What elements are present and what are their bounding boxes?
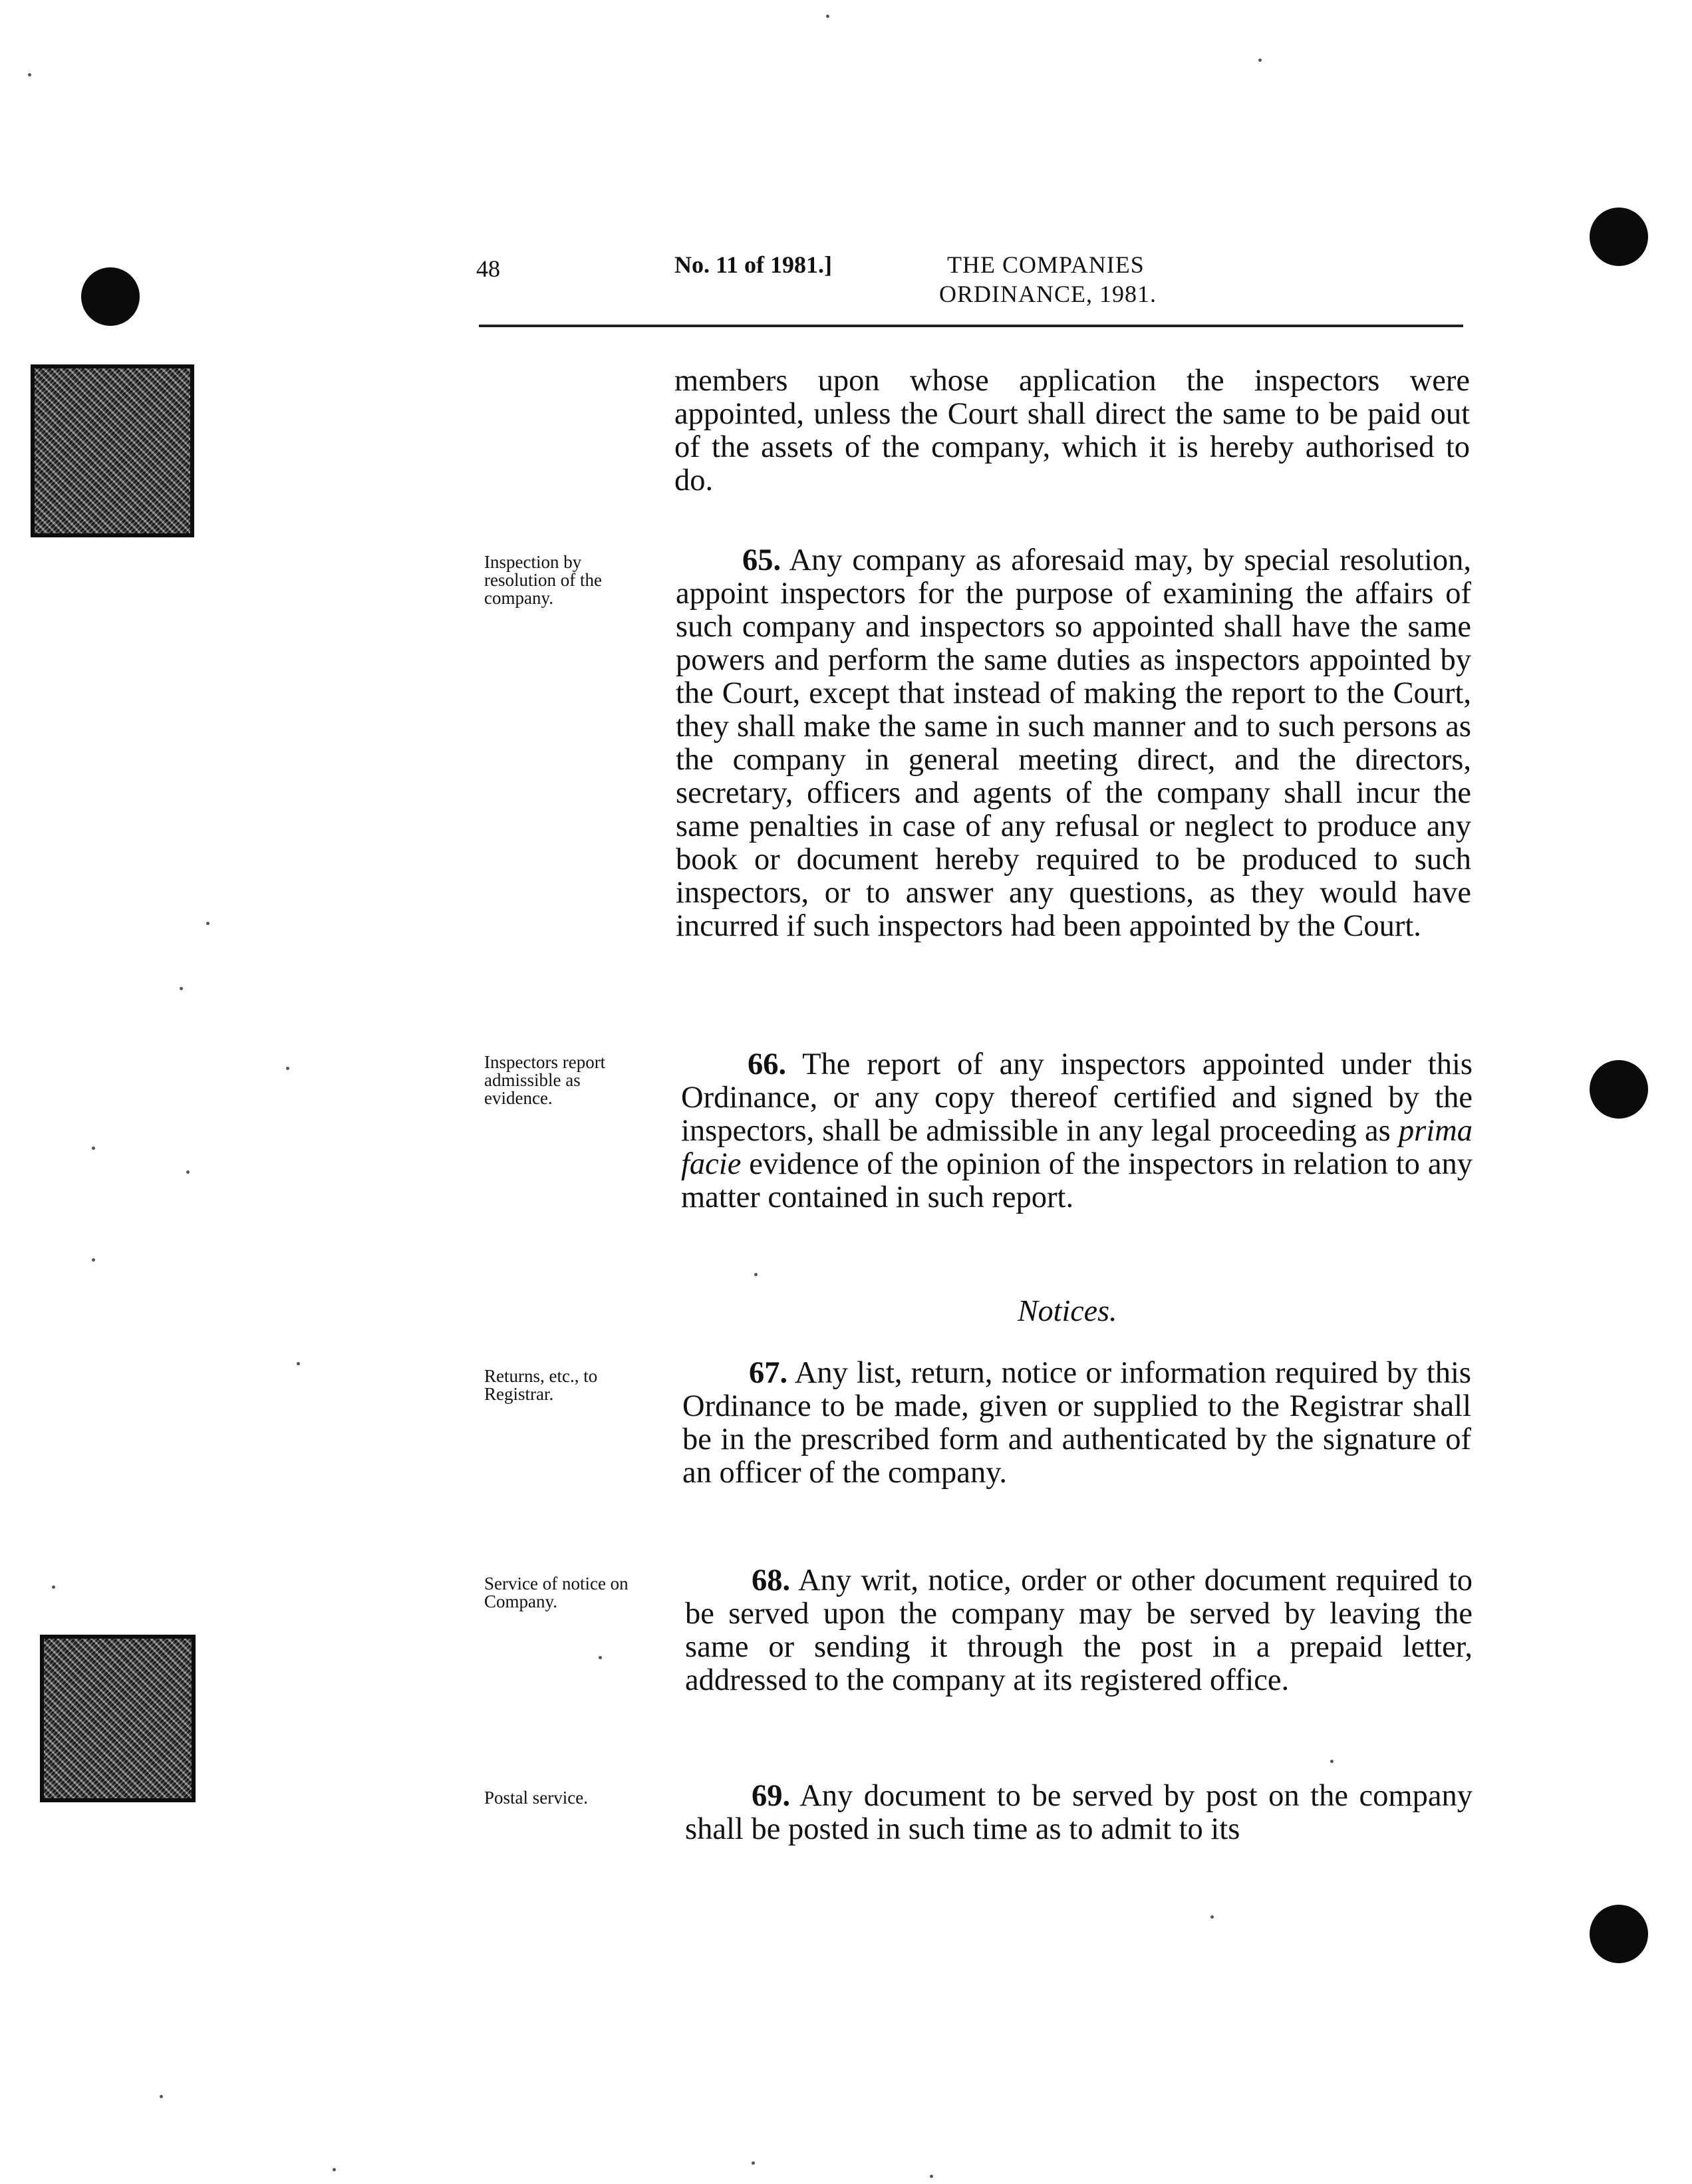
section-text-part2: evidence of the opinion of the inspectors in relation to any matter contained in such report. xyxy=(681,1147,1473,1214)
binder-hole-mark xyxy=(1590,207,1648,266)
binder-hole-mark xyxy=(1590,1905,1648,1963)
section-text: Any writ, notice, order or other document required to be served upon the company may be served by leaving the same or sending it through the post in a prepaid letter, addressed to the company at its registered office. xyxy=(685,1564,1473,1697)
section-68 xyxy=(685,1564,1473,1697)
scan-speck xyxy=(180,987,183,990)
margin-note-section-69: Postal service. xyxy=(484,1788,588,1808)
scan-speck xyxy=(599,1656,602,1659)
scan-speck xyxy=(52,1585,55,1589)
binder-hole-mark xyxy=(81,267,140,326)
margin-note-section-68: Service of notice on Company. xyxy=(484,1573,629,1611)
running-title-line2: ORDINANCE, 1981. xyxy=(939,281,1157,307)
continuation-paragraph: members upon whose application the inspectors were appointed, unless the Court shall direct the same to be paid out of the assets of the company, which it is hereby authorised to do. xyxy=(674,364,1470,497)
scan-speck xyxy=(160,2095,163,2098)
scan-speck xyxy=(752,2161,755,2165)
scan-artifact-patch xyxy=(31,364,194,537)
running-title-line1: THE COMPANIES xyxy=(947,251,1145,278)
scan-speck xyxy=(206,922,210,925)
section-67 xyxy=(682,1357,1471,1490)
section-number: 68. xyxy=(752,1564,791,1597)
section-text-italic: prima facie xyxy=(681,1114,1473,1181)
scan-speck xyxy=(286,1067,289,1070)
margin-note-section-66: Inspectors report admissible as evidence. xyxy=(484,1052,606,1108)
section-text: Any document to be served by post on the company shall be posted in such time as to admit to its xyxy=(685,1779,1473,1846)
section-69 xyxy=(685,1780,1473,1846)
section-text: Any list, return, notice or information required by this Ordinance to be made, given or supplied to the Registrar shall be in the prescribed form and authenticated by the signature of an officer of the company. xyxy=(682,1356,1472,1490)
scan-speck xyxy=(92,1147,95,1150)
scan-speck xyxy=(92,1258,95,1262)
scan-speck xyxy=(1210,1915,1214,1919)
scan-artifact-patch xyxy=(40,1635,196,1802)
scan-speck xyxy=(826,15,829,18)
scan-speck xyxy=(1330,1760,1334,1763)
section-number: 69. xyxy=(752,1779,791,1813)
notices-heading: Notices. xyxy=(1018,1294,1117,1327)
margin-note-section-67: Returns, etc., to Registrar. xyxy=(484,1366,598,1404)
section-text-part1: The report of any inspectors appointed under this Ordinance, or any copy thereof certified and signed by the inspectors, shall be admissible in any legal proceeding as xyxy=(681,1047,1473,1148)
scan-speck xyxy=(754,1273,758,1276)
section-65 xyxy=(676,544,1471,943)
page-number: 48 xyxy=(476,255,500,282)
section-text: Any company as aforesaid may, by special resolution, appoint inspectors for the purpose of examining the affairs of such company and inspectors so appointed shall have the same powers and perform the same duties as inspectors appointed by the Court, except that instead of making the report to the Court, they shall make the same in such manner and to such persons as the company in general meeting direct, and the directors, secretary, officers and agents of the company shall incur the same penalties in case of any refusal or neglect to produce any book or document hereby required to be produced to such inspectors, or to answer any questions, as they would have incurred if such inspectors had been appointed by the Court. xyxy=(676,543,1472,943)
scan-speck xyxy=(930,2175,933,2178)
section-number: 65. xyxy=(742,543,781,577)
binder-hole-mark xyxy=(1590,1060,1648,1119)
header-rule xyxy=(479,325,1463,327)
scan-speck xyxy=(28,73,31,76)
section-number: 66. xyxy=(748,1047,787,1081)
scan-speck xyxy=(333,2168,336,2171)
section-number: 67. xyxy=(749,1356,788,1390)
scan-speck xyxy=(186,1170,190,1174)
scan-speck xyxy=(1258,59,1262,62)
section-66 xyxy=(681,1048,1473,1214)
act-reference: No. 11 of 1981.] xyxy=(674,251,832,278)
margin-note-section-65: Inspection by resolution of the company. xyxy=(484,552,602,608)
scan-speck xyxy=(297,1362,300,1365)
